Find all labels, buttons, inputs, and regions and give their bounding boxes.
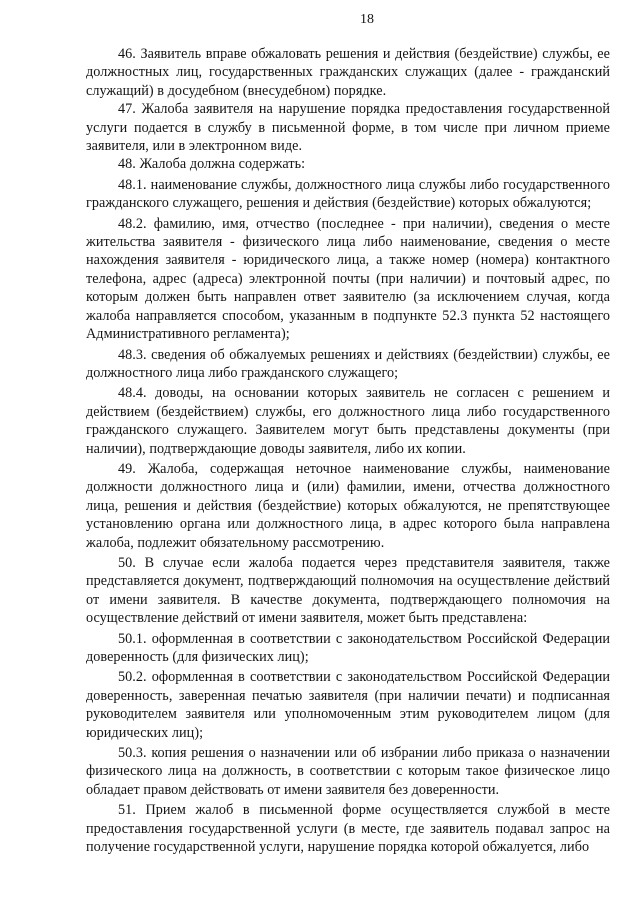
paragraph-48-2: 48.2. фамилию, имя, отчество (последнее - при наличии), сведения о месте жительства заявителя - физического лица либо наименование, сведения о месте нахождения заявителя - юридического лица, а также номер (номера) контактного телефона, адрес (адреса) электронной почты (при наличии) и почтовый адрес, по которым должен быть направлен ответ заявителю (за исключением случая, когда жалоба направляется способом, указанным в подпункте 52.3 пункта 52 настоящего Административного регламента);: [86, 215, 610, 343]
paragraph-50: 50. В случае если жалоба подается через представителя заявителя, также представляется документ, подтверждающий полномочия на осуществление действий от имени заявителя. В качестве документа, подтверждающего полномочия на осуществление действий от имени заявителя, может быть представлена:: [86, 554, 610, 627]
paragraph-46: 46. Заявитель вправе обжаловать решения и действия (бездействие) службы, ее должностных лиц, государственных гражданских служащих (далее - гражданский служащий) в досудебном (внесудебном) порядке.: [86, 46, 610, 99]
paragraph-50-3: 50.3. копия решения о назначении или об избрании либо приказа о назначении физического лица на должность, в соответствии с которым такое физическое лицо обладает правом действовать от имени заявителя без доверенности.: [86, 745, 610, 798]
paragraph-48-1: 48.1. наименование службы, должностного лица службы либо государственного гражданского служащего, решения и действия (бездействие) которых обжалуются;: [86, 176, 610, 212]
page-number: 18: [360, 12, 374, 27]
paragraph-47: 47. Жалоба заявителя на нарушение порядка предоставления государственной услуги подается в службу в письменной форме, в том числе при личном приеме заявителя, или в электронном виде.: [86, 101, 610, 155]
paragraph-48-4: 48.4. доводы, на основании которых заявитель не согласен с решением и действием (бездействием) службы, его должностного лица либо государственного гражданского служащего. Заявителем могут быть представлены документы (при наличии), подтверждающие доводы заявителя, либо их копии.: [86, 385, 610, 457]
paragraph-50-1: 50.1. оформленная в соответствии с законодательством Российской Федерации доверенность (для физических лиц);: [86, 630, 610, 665]
paragraph-50-2: 50.2. оформленная в соответствии с законодательством Российской Федерации доверенность, заверенная печатью заявителя (при наличии печати) и подписанная руководителем заявителя или уполномоченным этим руководителем лицом (для юридических лиц);: [86, 669, 610, 741]
paragraph-51: 51. Прием жалоб в письменной форме осуществляется службой в месте предоставления государственной услуги (в месте, где заявитель подавал запрос на получение государственной услуги, нарушение порядка которой обжалуется, либо: [86, 802, 610, 856]
paragraph-48: 48. Жалоба должна содержать:: [118, 156, 306, 173]
paragraph-49: 49. Жалоба, содержащая неточное наименование службы, наименование должности должностного лица и (или) фамилии, имени, отчества должностного лица, решения и действия (бездействие) которых обжалуются, не препятствующее установлению органа или должностного лица, в адрес которого была направлена жалоба, подлежит обязательному рассмотрению.: [86, 460, 610, 551]
paragraph-48-3: 48.3. сведения об обжалуемых решениях и действиях (бездействии) службы, ее должностного лица либо гражданского служащего;: [86, 346, 610, 381]
